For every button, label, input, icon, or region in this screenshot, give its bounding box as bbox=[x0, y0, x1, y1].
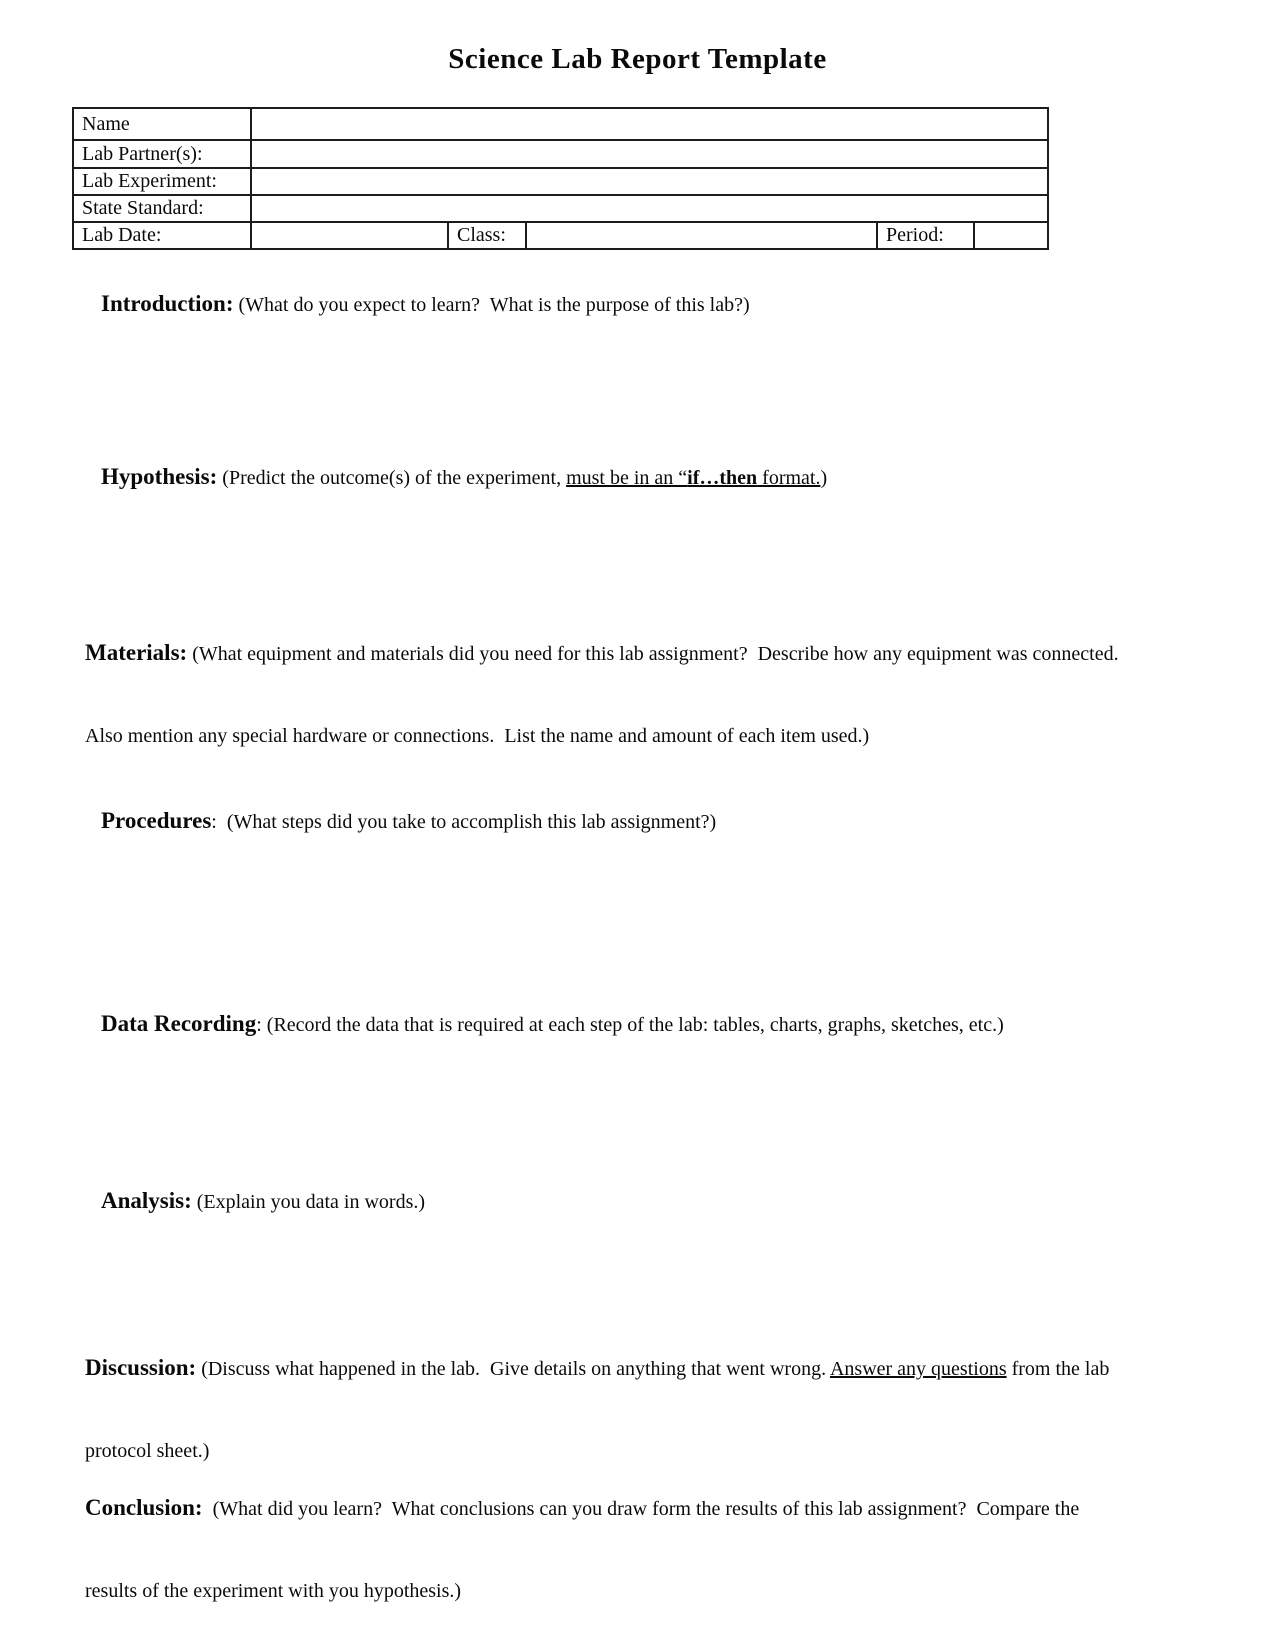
procedures-heading: Procedures bbox=[101, 808, 212, 833]
introduction-desc: (What do you expect to learn? What is the purpose of this lab?) bbox=[233, 294, 750, 316]
discussion-heading: Discussion: bbox=[85, 1355, 197, 1380]
page-title: Science Lab Report Template bbox=[448, 43, 827, 75]
table-row-date-class-period bbox=[73, 222, 1048, 249]
period-label: Period: bbox=[877, 222, 974, 249]
discussion-line2: protocol sheet.) bbox=[85, 1440, 210, 1462]
name-input-cell[interactable] bbox=[251, 108, 1048, 140]
data-recording-heading: Data Recording bbox=[101, 1011, 257, 1036]
lab-experiment-label: Lab Experiment: bbox=[73, 168, 251, 195]
discussion-line1: Discussion: (Discuss what happened in the lab. Give details on anything that went wrong. Answer any questions from the lab bbox=[85, 1355, 1110, 1380]
header-form-table bbox=[72, 107, 1049, 250]
section-analysis bbox=[85, 1160, 425, 1244]
introduction-heading: Introduction: bbox=[101, 291, 234, 316]
conclusion-line2: results of the experiment with you hypothesis.) bbox=[85, 1580, 462, 1602]
class-input-cell[interactable] bbox=[526, 222, 877, 249]
name-label: Name bbox=[73, 108, 251, 140]
lab-date-label: Lab Date: bbox=[73, 222, 251, 249]
state-standard-label: State Standard: bbox=[73, 195, 251, 222]
materials-line2: Also mention any special hardware or connections. List the name and amount of each item used.) bbox=[85, 725, 870, 747]
lab-partners-input-cell[interactable] bbox=[251, 140, 1048, 168]
table-row-partners bbox=[73, 140, 1048, 168]
section-conclusion bbox=[85, 1440, 1079, 1650]
period-input-cell[interactable] bbox=[974, 222, 1048, 249]
materials-heading: Materials: bbox=[85, 640, 188, 665]
table-row-name bbox=[73, 108, 1048, 140]
hypothesis-desc: (Predict the outcome(s) of the experiment, must be in an “if…then format.) bbox=[217, 467, 828, 489]
conclusion-line1: Conclusion: (What did you learn? What conclusions can you draw form the results of this lab assignment? Compare the bbox=[85, 1495, 1080, 1520]
discussion-underlined-phrase: Answer any questions bbox=[829, 1358, 1007, 1380]
lab-partners-label: Lab Partner(s): bbox=[73, 140, 251, 168]
data-recording-desc: : (Record the data that is required at each step of the lab: tables, charts, graphs, sketches, etc.) bbox=[256, 1014, 1004, 1036]
table-row-standard bbox=[73, 195, 1048, 222]
lab-date-input-cell[interactable] bbox=[251, 222, 448, 249]
materials-line1: Materials: (What equipment and materials did you need for this lab assignment? Describe how any equipment was connected. bbox=[85, 640, 1119, 665]
section-data-recording bbox=[85, 983, 1004, 1067]
table-row-experiment bbox=[73, 168, 1048, 195]
analysis-desc: (Explain you data in words.) bbox=[191, 1191, 426, 1213]
procedures-desc: : (What steps did you take to accomplish this lab assignment?) bbox=[211, 811, 717, 833]
hypothesis-heading: Hypothesis: bbox=[101, 464, 218, 489]
section-hypothesis bbox=[85, 436, 827, 520]
lab-experiment-input-cell[interactable] bbox=[251, 168, 1048, 195]
state-standard-input-cell[interactable] bbox=[251, 195, 1048, 222]
section-procedures bbox=[85, 780, 716, 864]
section-introduction bbox=[85, 263, 750, 347]
analysis-heading: Analysis: bbox=[101, 1188, 192, 1213]
class-label: Class: bbox=[448, 222, 526, 249]
conclusion-heading: Conclusion: bbox=[85, 1495, 203, 1520]
section-materials bbox=[85, 585, 1119, 804]
